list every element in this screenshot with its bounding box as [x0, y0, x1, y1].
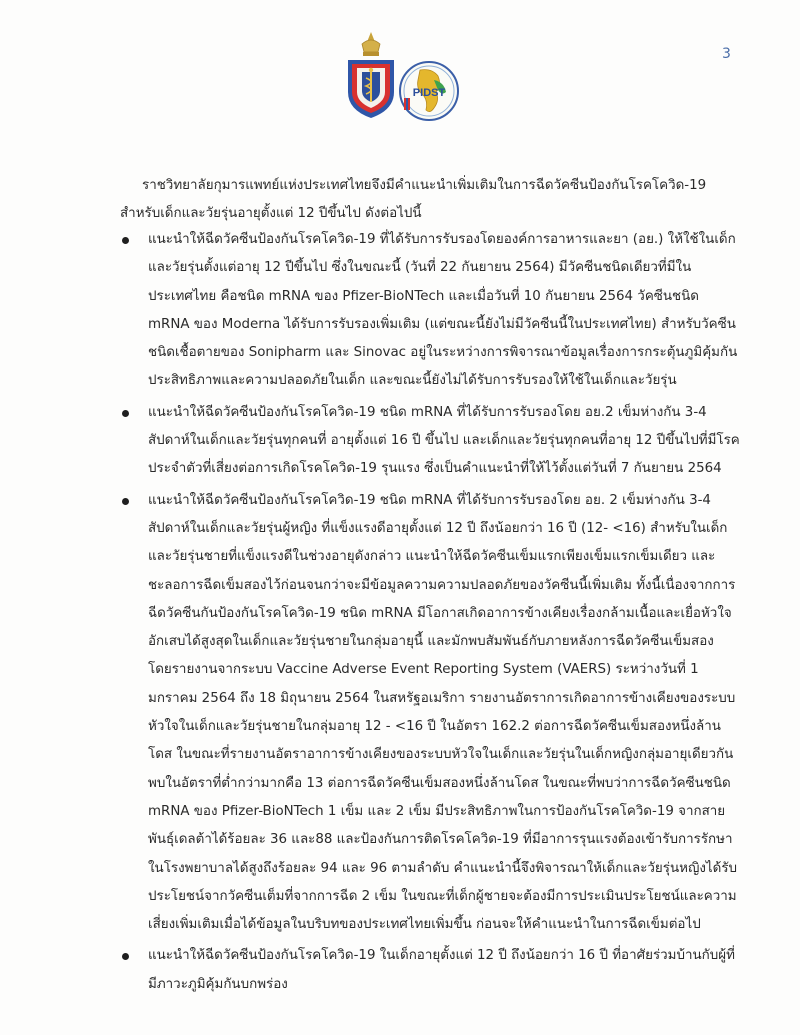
recommendation-item: [120, 487, 740, 940]
recommendation-text: แนะนำให้ฉีดวัคซีนป้องกันโรคโควิด-19 ที่ได้รับการรับรองโดยองค์การอาหารและยา (อย.) ให้ใช้ในเด็กและวัยรุ่นตั้งแต่อายุ 12 ปีขึ้นไป ซึ่งในขณะนี้ (วันที่ 22 กันยายน 2564) มีวัคซีนชนิดเดียวที่มีในประเทศไทย คือชนิด mRNA ของ Pfizer-BioNTech และเมื่อวันที่ 10 กันยายน 2564 วัคซีนชนิด mRNA ของ Moderna ได้รับการรับรองเพิ่มเติม (แต่ขณะนี้ยังไม่มีวัคซีนนี้ในประเทศไทย) สำหรับวัคซีนชนิดเชื้อตายของ Sonipharm และ Sinovac อยู่ในระหว่างการพิจารณาข้อมูลเรื่องการกระตุ้นภูมิคุ้มกัน ประสิทธิภาพและความปลอดภัยในเด็ก และขณะนี้ยังไม่ได้รับการรับรองให้ใช้ในเด็กและวัยรุ่น: [148, 232, 738, 389]
recommendation-item: [120, 399, 740, 484]
header-logos: [340, 30, 470, 120]
intro-line-1: ราชวิทยาลัยกุมารแพทย์แห่งประเทศไทยจึงมีคำแนะนำเพิ่มเติมในการฉีดวัคซีนป้องกันโรคโควิด-19: [142, 178, 707, 193]
recommendation-text: แนะนำให้ฉีดวัคซีนป้องกันโรคโควิด-19 ชนิด mRNA ที่ได้รับการรับรองโดย อย.2 เข็มห่างกัน 3-4 สัปดาห์ในเด็กและวัยรุ่นทุกคนที่ อายุตั้งแต่ 16 ปี ขึ้นไป และเด็กและวัยรุ่นทุกคนที่อายุ 12 ปีขึ้นไปที่มีโรคประจำตัวที่เสี่ยงต่อการเกิดโรคโควิด-19 รุนแรง ซึ่งเป็นคำแนะนำที่ให้ไว้ตั้งแต่วันที่ 7 กันยายน 2564: [148, 404, 740, 477]
svg-text:PIDST: PIDST: [412, 87, 446, 99]
intro-line-2: สำหรับเด็กและวัยรุ่นอายุตั้งแต่ 12 ปีขึ้นไป ดังต่อไปนี้: [120, 206, 422, 221]
recommendation-item: [120, 942, 740, 999]
pidst-logo: [398, 60, 460, 122]
bullet-icon: [122, 953, 129, 960]
page-number: 3: [722, 46, 731, 62]
bullet-icon: [122, 410, 129, 417]
recommendation-list: [120, 226, 740, 1002]
recommendation-text: แนะนำให้ฉีดวัคซีนป้องกันโรคโควิด-19 ในเด็กอายุตั้งแต่ 12 ปี ถึงน้อยกว่า 16 ปี ที่อาศัยร่วมบ้านกับผู้ที่มีภาวะภูมิคุ้มกันบกพร่อง: [148, 948, 735, 992]
intro-paragraph: [120, 172, 720, 228]
recommendation-item: [120, 226, 740, 396]
bullet-icon: [122, 498, 129, 505]
rcpt-emblem-logo: [340, 30, 402, 120]
bullet-icon: [122, 237, 129, 244]
recommendation-text: แนะนำให้ฉีดวัคซีนป้องกันโรคโควิด-19 ชนิด mRNA ที่ได้รับการรับรองโดย อย. 2 เข็มห่างกัน 3-4 สัปดาห์ในเด็กและวัยรุ่นผู้หญิง ที่แข็งแรงดีอายุตั้งแต่ 12 ปี ถึงน้อยกว่า 16 ปี (12- <16) สำหรับในเด็กและวัยรุ่นชายที่แข็งแรงดีในช่วงอายุดังกล่าว แนะนำให้ฉีดวัคซีนเข็มแรกเพียงเข็มแรกเข็มเดียว และชะลอการฉีดเข็มสองไว้ก่อนจนกว่าจะมีข้อมูลความความปลอดภัยของวัคซีนนี้เพิ่มเติม ทั้งนี้เนื่องจากการฉีดวัคซีนกันป้องกันโรคโควิด-19 ชนิด mRNA มีโอกาสเกิดอาการข้างเคียงเรื่องกล้ามเนื้อและเยื่อหัวใจอักเสบได้สูงสุดในเด็กและวัยรุ่นชายในกลุ่มอายุนี้ และมักพบสัมพันธ์กับภายหลังการฉีดวัคซีนเข็มสอง โดยรายงานจากระบบ Vaccine Adverse Event Reporting System (VAERS) ระหว่างวันที่ 1 มกราคม 2564 ถึง 18 มิถุนายน 2564 ในสหรัฐอเมริกา รายงานอัตราการเกิดอาการข้างเคียงของระบบหัวใจในเด็กและวัยรุ่นชายในกลุ่มอายุ 12 - <16 ปี ในอัตรา 162.2 ต่อการฉีดวัคซีนเข็มสองหนึ่งล้านโดส ในขณะที่รายงานอัตราอาการข้างเคียงของระบบหัวใจในเด็กและวัยรุ่นในเด็กหญิงกลุ่มอายุเดียวกันพบในอัตราที่ต่ำกว่ามากคือ 13 ต่อการฉีดวัคซีนเข็มสองหนึ่งล้านโดส ในขณะที่พบว่าการฉีดวัคซีนชนิด mRNA ของ Pfizer-BioNTech 1 เข็ม และ 2 เข็ม มีประสิทธิภาพในการป้องกันโรคโควิด-19 จากสายพันธุ์เดลต้าได้ร้อยละ 36 และ88 และป้องกันการติดโรคโควิด-19 ที่มีอาการรุนแรงต้องเข้ารับการรักษาในโรงพยาบาลได้สูงถึงร้อยละ 94 และ 96 ตามลำดับ คำแนะนำนี้จึงพิจารณาให้เด็กและวัยรุ่นหญิงได้รับประโยชน์จากวัคซีนเต็มที่จากการฉีด 2 เข็ม ในขณะที่เด็กผู้ชายจะต้องมีการประเมินประโยชน์และความเสี่ยงเพิ่มเติมเมื่อได้ข้อมูลในบริบทของประเทศไทยเพิ่มขึ้น ก่อนจะให้คำแนะนำในการฉีดเข็มต่อไป: [148, 492, 738, 933]
